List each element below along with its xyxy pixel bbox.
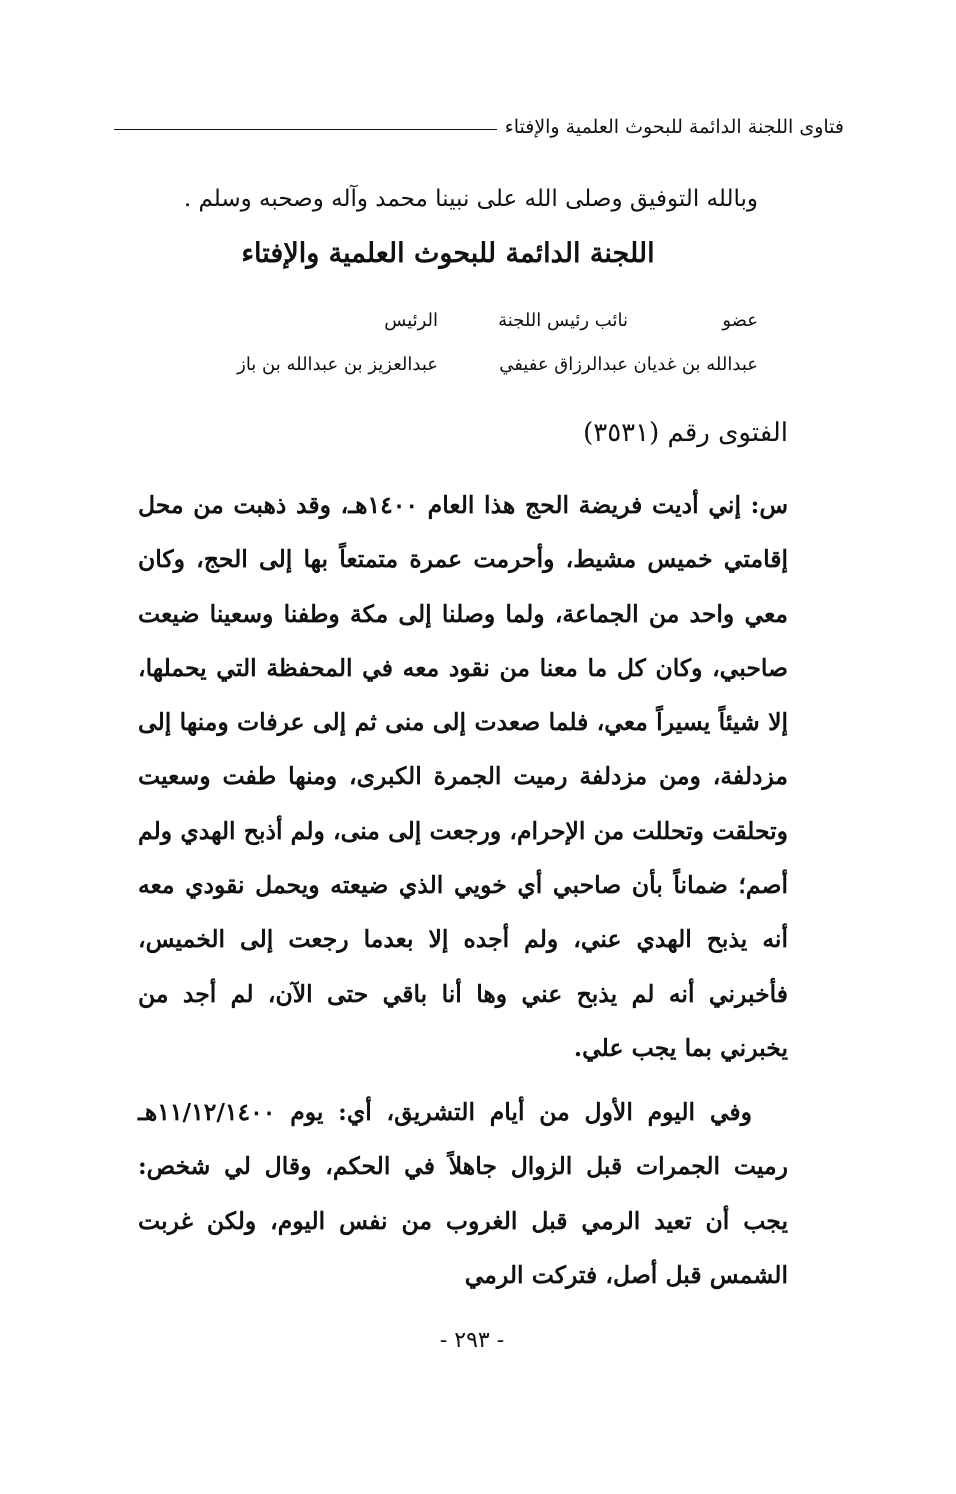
signatures-block xyxy=(178,300,758,384)
signature-roles-row xyxy=(178,300,758,340)
header-rule xyxy=(114,129,497,130)
signatory-name-member: عبدالله بن غديان xyxy=(633,353,758,375)
signatory-role-deputy: نائب رئيس اللجنة xyxy=(498,309,628,331)
signatory-name-president: عبدالعزيز بن عبدالله بن باز xyxy=(237,353,438,375)
signatory-role-member: عضو xyxy=(722,309,758,331)
running-header-title: فتاوى اللجنة الدائمة للبحوث العلمية والإفتاء xyxy=(504,116,844,138)
page-number: - ٢٩٣ - xyxy=(439,1328,505,1353)
committee-title: اللجنة الدائمة للبحوث العلمية والإفتاء xyxy=(241,238,655,269)
signature-names-row xyxy=(178,344,758,384)
signatory-role-president: الرئيس xyxy=(384,309,438,331)
question-paragraph-2: وفي اليوم الأول من أيام التشريق، أي: يوم ١١/١٢/١٤٠٠هـ رميت الجمرات قبل الزوال جاهلاً في الحكم، وقال لي شخص: يجب أن تعيد الرمي قبل الغروب من نفس اليوم، ولكن غربت الشمس قبل أصل، فتركت الرمي xyxy=(138,1098,788,1289)
closing-line: وبالله التوفيق وصلى الله على نبينا محمد وآله وصحبه وسلم . xyxy=(183,186,758,212)
running-header xyxy=(114,112,844,142)
question-paragraph-1: س: إني أديت فريضة الحج هذا العام ١٤٠٠هـ، وقد ذهبت من محل إقامتي خميس مشيط، وأحرمت عمرة متمتعاً بها إلى الحج، وكان معي واحد من الجماعة، ولما وصلنا إلى مكة وطفنا وسعينا ضيعت صاحبي، وكان كل ما معنا من نقود معه في المحفظة التي يحملها، إلا شيئاً يسيراً معي، فلما صعدت إلى منى ثم إلى عرفات ومنها إلى مزدلفة، ومن مزدلفة رميت الجمرة الكبرى، ومنها طفت وسعيت وتحلقت وتحللت من الإحرام، ورجعت إلى منى، ولم أذبح الهدي ولم أصم؛ ضماناً بأن صاحبي أي خويي الذي ضيعته ويحمل نقودي معه أنه يذبح الهدي عني، ولم أجده إلا بعدما رجعت إلى الخميس، فأخبرني أنه لم يذبح عني وها أنا باقي حتى الآن، لم أجد من يخبرني بما يجب علي. xyxy=(138,491,789,1062)
signatory-name-deputy: عبدالرزاق عفيفي xyxy=(499,353,628,375)
fatwa-number: الفتوى رقم (٣٥٣١) xyxy=(583,418,788,448)
